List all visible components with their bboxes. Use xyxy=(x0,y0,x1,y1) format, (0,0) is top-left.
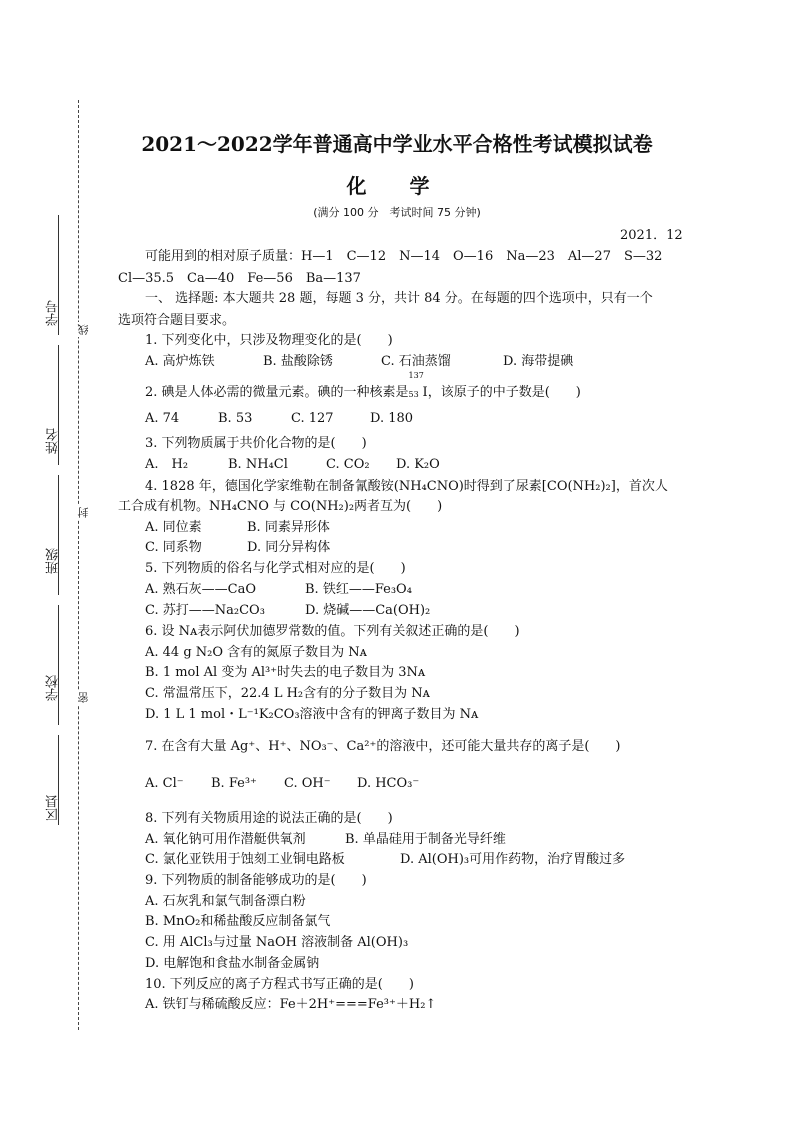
section-heading-2: 选项符合题目要求。 xyxy=(118,313,236,328)
exam-meta: (满分 100 分 考试时间 75 分钟) xyxy=(313,206,481,219)
seal-mark-secret: 密 xyxy=(77,692,90,703)
q7-option-c: C. OH⁻ xyxy=(284,776,331,791)
question-8: 8. 下列有关物质用途的说法正确的是( ) xyxy=(145,811,393,826)
q1-option-a: A. 高炉炼铁 xyxy=(145,354,215,369)
q5-option-a: A. 熟石灰——CaO xyxy=(145,582,257,597)
q1-option-b: B. 盐酸除锈 xyxy=(263,354,333,369)
binding-dashed-line xyxy=(78,100,79,1030)
nuclide-symbol: I xyxy=(422,385,428,400)
atomic-masses-line-2: Cl—35.5 Ca—40 Fe—56 Ba—137 xyxy=(118,271,361,286)
question-4-line-1: 4. 1828 年，德国化学家维勒在制备氰酸铵(NH₄CNO)时得到了尿素[CO(NH₂)₂]，首次人 xyxy=(145,479,668,494)
question-1-options xyxy=(145,350,573,369)
q5-option-b: B. 铁红——Fe₃O₄ xyxy=(305,582,412,597)
q8-option-c: C. 氯化亚铁用于蚀刻工业铜电路板 xyxy=(145,852,345,867)
question-2 xyxy=(145,371,581,400)
q2-text-pre: 2. 碘是人体必需的微量元素。碘的一种核素是 xyxy=(145,385,409,400)
nuclide-atomic-number: 53 xyxy=(408,390,419,399)
class-label: 班级 xyxy=(46,548,61,574)
q8-option-a: A. 氧化钠可用作潜艇供氧剂 xyxy=(145,832,306,847)
q9-option-d: D. 电解饱和食盐水制备金属钠 xyxy=(145,956,320,971)
question-9: 9. 下列物质的制备能够成功的是( ) xyxy=(145,873,367,888)
question-4-options-2 xyxy=(145,536,330,555)
q2-option-b: B. 53 xyxy=(218,411,253,426)
name-label: 姓名 xyxy=(46,428,61,454)
iodine-nuclide xyxy=(408,371,424,399)
q7-option-a: A. Cl⁻ xyxy=(145,776,184,791)
student-id-label: 学号 xyxy=(46,300,61,326)
q1-option-d: D. 海带提碘 xyxy=(503,354,574,369)
q2-option-a: A. 74 xyxy=(145,411,180,426)
q8-option-d: D. Al(OH)₃可用作药物，治疗胃酸过多 xyxy=(400,852,626,867)
question-5: 5. 下列物质的俗名与化学式相对应的是( ) xyxy=(145,561,406,576)
question-6: 6. 设 Nᴀ表示阿伏加德罗常数的值。下列有关叙述正确的是( ) xyxy=(145,624,520,639)
q9-option-b: B. MnO₂和稀盐酸反应制备氯气 xyxy=(145,914,331,929)
q3-option-b: B. NH₄Cl xyxy=(228,457,288,472)
question-3-options xyxy=(145,453,440,472)
exam-date: 2021．12 xyxy=(620,228,683,243)
district-label: 区县 xyxy=(46,795,61,821)
q9-option-a: A. 石灰乳和氯气制备漂白粉 xyxy=(145,894,306,909)
q4-option-c: C. 同系物 xyxy=(145,540,202,555)
q2-text-post: ，该原子的中子数是( ) xyxy=(427,385,581,400)
seal-mark-line: 线 xyxy=(77,324,90,335)
q2-option-d: D. 180 xyxy=(370,411,414,426)
q3-option-d: D. K₂O xyxy=(396,457,440,472)
q7-option-b: B. Fe³⁺ xyxy=(211,776,257,791)
q6-option-a: A. 44 g N₂O 含有的氮原子数目为 Nᴀ xyxy=(145,645,368,660)
q3-option-a: A. H₂ xyxy=(145,457,189,472)
seal-mark-seal: 封 xyxy=(77,507,90,518)
school-label: 学校 xyxy=(46,675,61,701)
q5-option-c: C. 苏打——Na₂CO₃ xyxy=(145,603,265,618)
q9-option-c: C. 用 AlCl₃与过量 NaOH 溶液制备 Al(OH)₃ xyxy=(145,935,409,950)
q6-option-c: C. 常温常压下，22.4 L H₂含有的分子数目为 Nᴀ xyxy=(145,686,430,701)
q3-option-c: C. CO₂ xyxy=(326,457,370,472)
question-10: 10. 下列反应的离子方程式书写正确的是( ) xyxy=(145,977,414,992)
q4-option-d: D. 同分异构体 xyxy=(247,540,331,555)
q7-option-d: D. HCO₃⁻ xyxy=(357,776,420,791)
q10-option-a: A. 铁钉与稀硫酸反应：Fe＋2H⁺===Fe³⁺＋H₂↑ xyxy=(145,997,437,1012)
q5-option-d: D. 烧碱——Ca(OH)₂ xyxy=(305,603,431,618)
question-3: 3. 下列物质属于共价化合物的是( ) xyxy=(145,436,367,451)
question-5-options-2 xyxy=(145,599,430,618)
q6-option-b: B. 1 mol Al 变为 Al³⁺时失去的电子数目为 3Nᴀ xyxy=(145,665,426,680)
class-blank xyxy=(58,475,59,595)
q4-option-a: A. 同位素 xyxy=(145,520,202,535)
q8-option-b: B. 单晶硅用于制备光导纤维 xyxy=(345,832,506,847)
school-blank xyxy=(58,605,59,725)
q1-option-c: C. 石油蒸馏 xyxy=(381,354,451,369)
subject-title: 化 学 xyxy=(346,174,448,198)
question-5-options-1 xyxy=(145,578,412,597)
section-heading-1: 一、 选择题: 本大题共 28 题，每题 3 分，共计 84 分。在每题的四个选项中，只有一个 xyxy=(145,291,653,306)
exam-title: 2021～2022学年普通高中学业水平合格性考试模拟试卷 xyxy=(141,132,653,156)
atomic-masses-line-1: 可能用到的相对原子质量：H—1 C—12 N—14 O—16 Na—23 Al—27 S—32 xyxy=(145,249,663,264)
question-4-line-2: 工合成有机物。NH₄CNO 与 CO(NH₂)₂两者互为( ) xyxy=(118,499,443,514)
question-8-options-2 xyxy=(145,848,625,867)
question-7-options xyxy=(145,776,419,791)
question-7: 7. 在含有大量 Ag⁺、H⁺、NO₃⁻、Ca²⁺的溶液中，还可能大量共存的离子是( ) xyxy=(145,739,621,754)
question-2-options xyxy=(145,411,413,426)
question-4-options-1 xyxy=(145,516,330,535)
nuclide-mass-number: 137 xyxy=(408,371,424,380)
q4-option-b: B. 同素异形体 xyxy=(247,520,330,535)
q6-option-d: D. 1 L 1 mol・L⁻¹K₂CO₃溶液中含有的钾离子数目为 Nᴀ xyxy=(145,707,479,722)
question-1: 1. 下列变化中，只涉及物理变化的是( ) xyxy=(145,333,393,348)
q2-option-c: C. 127 xyxy=(291,411,334,426)
question-8-options-1 xyxy=(145,828,506,847)
